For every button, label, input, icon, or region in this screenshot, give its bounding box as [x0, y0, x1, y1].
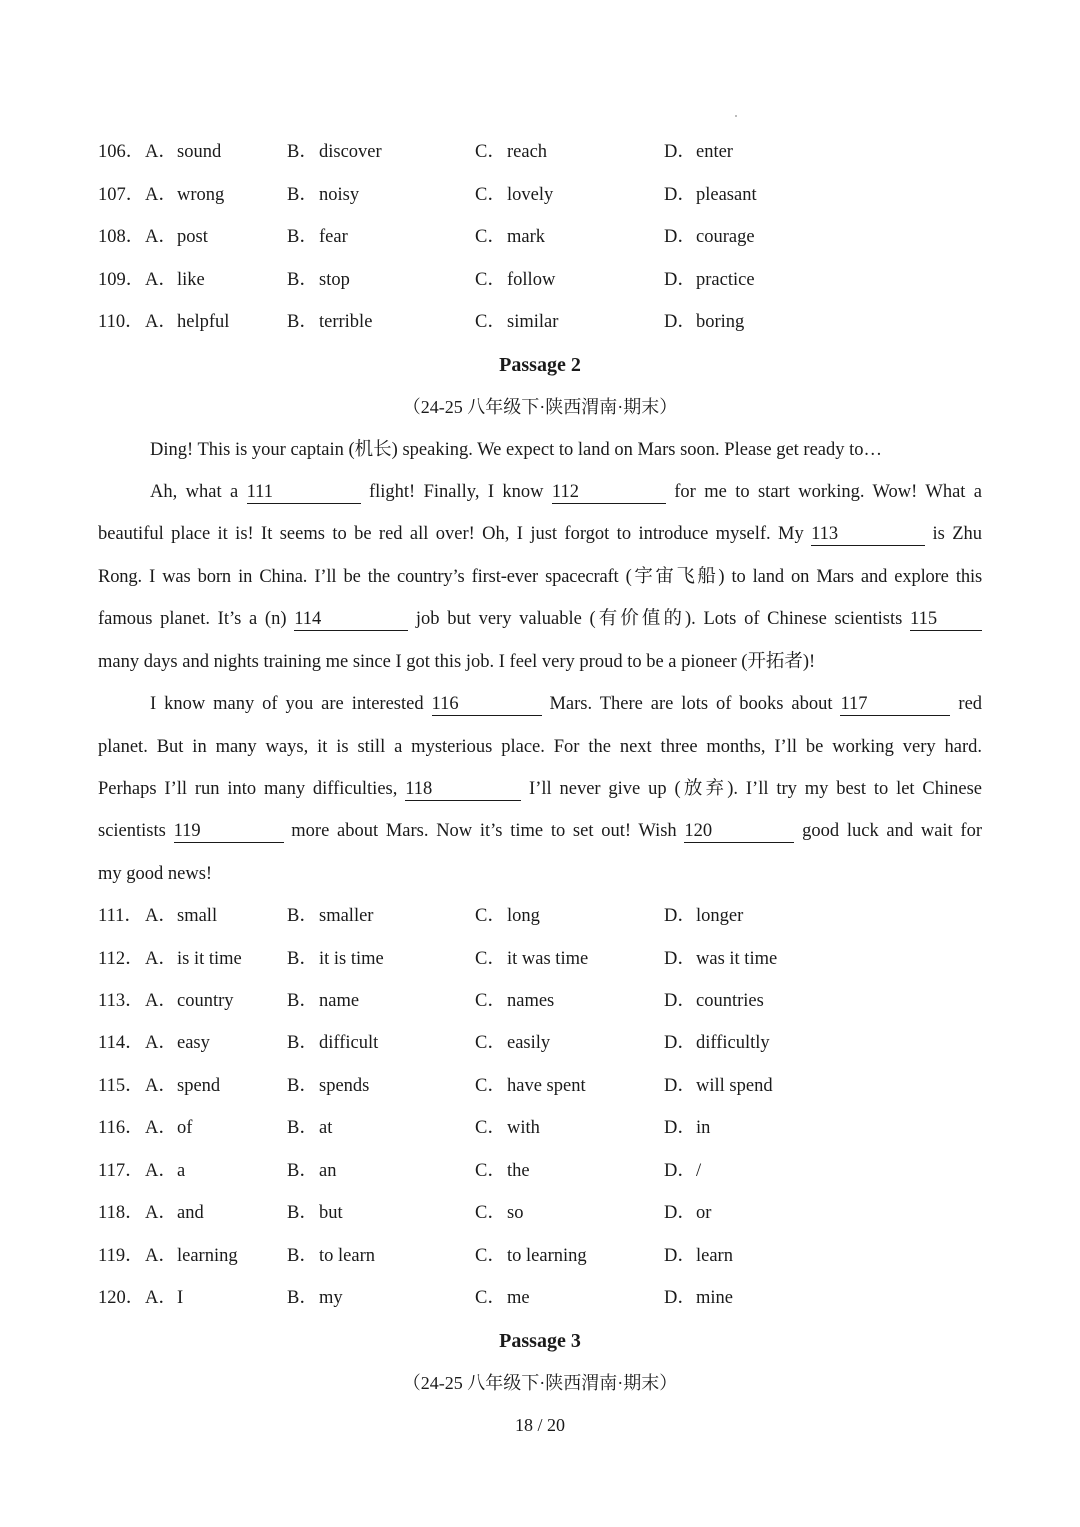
option-letter: A．	[145, 991, 177, 1011]
option-d	[664, 1113, 710, 1143]
option-c	[475, 222, 545, 252]
option-text: will spend	[696, 1076, 773, 1096]
option-b	[287, 137, 382, 167]
option-a	[145, 1028, 210, 1058]
option-a	[145, 986, 234, 1016]
question-row	[98, 1113, 978, 1143]
option-a	[145, 1198, 204, 1228]
option-a	[145, 1283, 183, 1313]
option-text: countries	[696, 991, 764, 1011]
option-text: learn	[696, 1246, 733, 1266]
blank-111: 111	[247, 481, 361, 504]
option-letter: A．	[145, 1246, 177, 1266]
option-text: difficultly	[696, 1033, 770, 1053]
option-text: in	[696, 1118, 711, 1138]
option-c	[475, 1283, 530, 1313]
page-number: 18 / 20	[514, 1415, 565, 1435]
option-d	[664, 1156, 701, 1186]
option-letter: A．	[145, 906, 177, 926]
option-letter: D．	[664, 227, 696, 247]
passage-2-title: Passage 2	[499, 354, 581, 376]
option-letter: C．	[475, 991, 506, 1011]
option-d	[664, 137, 733, 167]
option-text: mark	[507, 227, 546, 247]
passage-3-title: Passage 3	[499, 1330, 581, 1352]
option-d	[664, 1028, 770, 1058]
passage-text: I know many of you are interested	[150, 694, 424, 714]
option-text: reach	[507, 142, 548, 162]
option-letter: C．	[475, 949, 506, 969]
question-number: 111．	[98, 906, 143, 926]
option-text: have spent	[507, 1076, 586, 1096]
question-number: 110．	[98, 312, 144, 332]
option-a	[145, 265, 205, 295]
question-row	[98, 307, 978, 337]
option-letter: A．	[145, 1118, 177, 1138]
option-letter: C．	[475, 142, 506, 162]
option-a	[145, 1071, 220, 1101]
option-letter: D．	[664, 1161, 696, 1181]
option-b	[287, 986, 359, 1016]
option-a	[145, 137, 221, 167]
option-letter: C．	[475, 1076, 506, 1096]
option-text: but	[319, 1203, 343, 1223]
option-text: easy	[177, 1033, 210, 1053]
option-b	[287, 1071, 369, 1101]
question-number: 108．	[98, 227, 145, 247]
option-d	[664, 1198, 711, 1228]
option-letter: B．	[287, 1033, 318, 1053]
option-letter: A．	[145, 1033, 177, 1053]
option-text: it was time	[507, 949, 589, 969]
option-c	[475, 1198, 523, 1228]
passage-text: more about Mars. Now it’s time to set out! Wish	[291, 821, 677, 841]
option-letter: A．	[145, 185, 177, 205]
passage-text: good luck and wait for	[802, 821, 982, 841]
option-text: names	[507, 991, 555, 1011]
option-d	[664, 222, 755, 252]
option-letter: A．	[145, 1161, 177, 1181]
question-number: 113．	[98, 991, 144, 1011]
passage-line	[150, 689, 982, 719]
option-letter: B．	[287, 906, 318, 926]
option-letter: D．	[664, 185, 696, 205]
option-text: and	[177, 1203, 204, 1223]
option-b	[287, 307, 372, 337]
option-text: of	[177, 1118, 193, 1138]
option-letter: B．	[287, 1288, 318, 1308]
option-letter: C．	[475, 1203, 506, 1223]
option-letter: B．	[287, 142, 318, 162]
option-text: I	[177, 1288, 184, 1308]
option-letter: D．	[664, 906, 696, 926]
option-d	[664, 1071, 773, 1101]
option-letter: C．	[475, 1033, 506, 1053]
option-text: the	[507, 1161, 530, 1181]
option-letter: A．	[145, 270, 177, 290]
passage-text: for me to start working. Wow! What a	[674, 482, 983, 502]
option-letter: B．	[287, 270, 318, 290]
option-letter: C．	[475, 270, 506, 290]
speck	[735, 115, 737, 117]
question-row	[98, 944, 978, 974]
option-letter: A．	[145, 1203, 177, 1223]
option-text: post	[177, 227, 208, 247]
option-text: practice	[696, 270, 755, 290]
option-letter: A．	[145, 312, 177, 332]
option-letter: D．	[664, 1288, 696, 1308]
option-text: or	[696, 1203, 712, 1223]
blank-118: 118	[405, 778, 521, 801]
option-letter: A．	[145, 142, 177, 162]
question-row	[98, 180, 978, 210]
option-text: a	[177, 1161, 186, 1181]
option-b	[287, 180, 359, 210]
option-text: was it time	[696, 949, 778, 969]
question-number: 112．	[98, 949, 144, 969]
option-letter: D．	[664, 1033, 696, 1053]
option-text: me	[507, 1288, 530, 1308]
option-text: is it time	[177, 949, 242, 969]
option-d	[664, 265, 755, 295]
question-number: 115．	[98, 1076, 144, 1096]
option-c	[475, 1028, 550, 1058]
option-a	[145, 944, 242, 974]
option-b	[287, 1156, 336, 1186]
option-text: easily	[507, 1033, 551, 1053]
passage-text: flight! Finally, I know	[368, 482, 544, 502]
option-a	[145, 180, 224, 210]
option-text: to learn	[319, 1246, 375, 1266]
option-d	[664, 1283, 733, 1313]
question-row	[98, 265, 978, 295]
option-letter: D．	[664, 270, 696, 290]
question-row	[98, 1283, 978, 1313]
blank-113: 113	[811, 523, 925, 546]
passage-text: I’ll never give up (放弃). I’ll try my best to let Chinese	[529, 779, 982, 799]
question-row	[98, 137, 978, 167]
passage-text: beautiful place it is! It seems to be red all over! Oh, I just forgot to introduce myself. My	[98, 524, 804, 544]
option-text: fear	[319, 227, 348, 247]
option-letter: A．	[145, 1076, 177, 1096]
question-row	[98, 222, 978, 252]
option-c	[475, 1241, 587, 1271]
option-text: name	[319, 991, 360, 1011]
option-b	[287, 1283, 343, 1313]
passage-line: many days and nights training me since I got this job. I feel very proud to be a pioneer (开拓者)!	[98, 652, 816, 672]
question-number: 116．	[98, 1118, 144, 1138]
option-letter: D．	[664, 991, 696, 1011]
option-letter: C．	[475, 1288, 506, 1308]
passage-2-source: （24-25 八年级下·陕西渭南·期末）	[402, 397, 678, 417]
option-letter: B．	[287, 949, 318, 969]
option-text: learning	[177, 1246, 238, 1266]
question-row	[98, 1071, 978, 1101]
option-text: /	[696, 1161, 702, 1181]
option-text: lovely	[507, 185, 554, 205]
option-text: stop	[319, 270, 350, 290]
option-text: spends	[319, 1076, 370, 1096]
option-letter: C．	[475, 906, 506, 926]
option-text: discover	[319, 142, 382, 162]
option-text: small	[177, 906, 218, 926]
option-letter: C．	[475, 312, 506, 332]
option-letter: A．	[145, 1288, 177, 1308]
question-number: 119．	[98, 1246, 144, 1266]
option-text: an	[319, 1161, 337, 1181]
question-number: 120．	[98, 1288, 145, 1308]
passage-text: job but very valuable (有价值的). Lots of Chinese scientists	[415, 609, 903, 629]
option-d	[664, 901, 743, 931]
blank-117: 117	[840, 693, 950, 716]
option-letter: B．	[287, 227, 318, 247]
passage-line: Ding! This is your captain (机长) speaking. We expect to land on Mars soon. Please get ready to…	[150, 440, 883, 460]
passage-text: famous planet. It’s a (n)	[98, 609, 287, 629]
option-d	[664, 944, 777, 974]
blank-112: 112	[552, 481, 666, 504]
option-text: it is time	[319, 949, 384, 969]
passage-text: Mars. There are lots of books about	[549, 694, 833, 714]
option-b	[287, 222, 348, 252]
option-c	[475, 137, 547, 167]
option-letter: B．	[287, 312, 318, 332]
option-letter: B．	[287, 1161, 318, 1181]
option-letter: D．	[664, 1203, 696, 1223]
passage-line	[98, 519, 982, 549]
option-b	[287, 1028, 378, 1058]
option-c	[475, 901, 540, 931]
option-d	[664, 180, 757, 210]
passage-line	[98, 604, 982, 634]
option-text: noisy	[319, 185, 360, 205]
option-text: terrible	[319, 312, 373, 332]
option-text: helpful	[177, 312, 230, 332]
option-a	[145, 1241, 238, 1271]
option-letter: B．	[287, 1076, 318, 1096]
question-row	[98, 1156, 978, 1186]
blank-119: 119	[174, 820, 284, 843]
passage-line	[98, 816, 982, 846]
option-letter: B．	[287, 185, 318, 205]
option-text: so	[507, 1203, 524, 1223]
option-letter: B．	[287, 1203, 318, 1223]
question-number: 114．	[98, 1033, 144, 1053]
passage-line: my good news!	[98, 864, 213, 884]
option-text: my	[319, 1288, 343, 1308]
passage-text: Ah, what a	[150, 482, 239, 502]
option-text: enter	[696, 142, 733, 162]
option-b	[287, 901, 373, 931]
option-text: similar	[507, 312, 559, 332]
option-text: courage	[696, 227, 755, 247]
question-row	[98, 1241, 978, 1271]
option-c	[475, 265, 555, 295]
option-b	[287, 1113, 332, 1143]
option-letter: D．	[664, 312, 696, 332]
option-letter: D．	[664, 1076, 696, 1096]
question-row	[98, 1198, 978, 1228]
passage-text: red	[958, 694, 983, 714]
question-row	[98, 986, 978, 1016]
option-letter: B．	[287, 991, 318, 1011]
option-text: follow	[507, 270, 556, 290]
option-text: long	[507, 906, 540, 926]
option-text: pleasant	[696, 185, 757, 205]
option-text: at	[319, 1118, 333, 1138]
option-text: difficult	[319, 1033, 379, 1053]
option-text: boring	[696, 312, 745, 332]
option-a	[145, 1156, 185, 1186]
question-row	[98, 901, 978, 931]
option-letter: A．	[145, 949, 177, 969]
option-letter: C．	[475, 1118, 506, 1138]
option-text: spend	[177, 1076, 221, 1096]
question-number: 117．	[98, 1161, 144, 1181]
question-number: 106．	[98, 142, 145, 162]
option-text: longer	[696, 906, 744, 926]
option-text: with	[507, 1118, 540, 1138]
option-letter: C．	[475, 1246, 506, 1266]
option-letter: D．	[664, 1118, 696, 1138]
blank-114: 114	[294, 608, 408, 631]
option-letter: A．	[145, 227, 177, 247]
option-text: sound	[177, 142, 222, 162]
passage-3-source: （24-25 八年级下·陕西渭南·期末）	[402, 1373, 678, 1393]
option-text: mine	[696, 1288, 733, 1308]
passage-text: Perhaps I’ll run into many difficulties,	[98, 779, 398, 799]
option-letter: C．	[475, 185, 506, 205]
option-d	[664, 307, 744, 337]
option-b	[287, 265, 350, 295]
option-c	[475, 307, 558, 337]
passage-line: Rong. I was born in China. I’ll be the country’s first-ever spacecraft (宇宙飞船) to land on Mars and explore this	[98, 567, 982, 587]
option-letter: D．	[664, 1246, 696, 1266]
question-number: 107．	[98, 185, 145, 205]
option-text: like	[177, 270, 205, 290]
option-c	[475, 1156, 530, 1186]
option-text: wrong	[177, 185, 225, 205]
option-a	[145, 222, 208, 252]
option-c	[475, 180, 553, 210]
option-a	[145, 901, 217, 931]
option-letter: C．	[475, 1161, 506, 1181]
option-b	[287, 1241, 375, 1271]
option-letter: C．	[475, 227, 506, 247]
option-b	[287, 1198, 343, 1228]
option-text: country	[177, 991, 234, 1011]
option-letter: B．	[287, 1246, 318, 1266]
option-c	[475, 986, 554, 1016]
question-row	[98, 1028, 978, 1058]
option-letter: D．	[664, 949, 696, 969]
passage-text: scientists	[98, 821, 166, 841]
question-number: 109．	[98, 270, 145, 290]
option-d	[664, 1241, 733, 1271]
option-text: smaller	[319, 906, 374, 926]
option-c	[475, 1113, 540, 1143]
option-b	[287, 944, 384, 974]
passage-line	[150, 477, 982, 507]
passage-text: is Zhu	[932, 524, 982, 544]
option-text: to learning	[507, 1246, 587, 1266]
blank-115: 115	[910, 608, 982, 631]
option-c	[475, 1071, 586, 1101]
option-letter: B．	[287, 1118, 318, 1138]
option-a	[145, 1113, 192, 1143]
option-a	[145, 307, 229, 337]
passage-line	[98, 774, 982, 804]
option-d	[664, 986, 764, 1016]
question-number: 118．	[98, 1203, 144, 1223]
passage-line: planet. But in many ways, it is still a mysterious place. For the next three months, I’ll be working very hard.	[98, 737, 982, 757]
blank-116: 116	[432, 693, 542, 716]
blank-120: 120	[684, 820, 794, 843]
option-letter: D．	[664, 142, 696, 162]
option-c	[475, 944, 588, 974]
